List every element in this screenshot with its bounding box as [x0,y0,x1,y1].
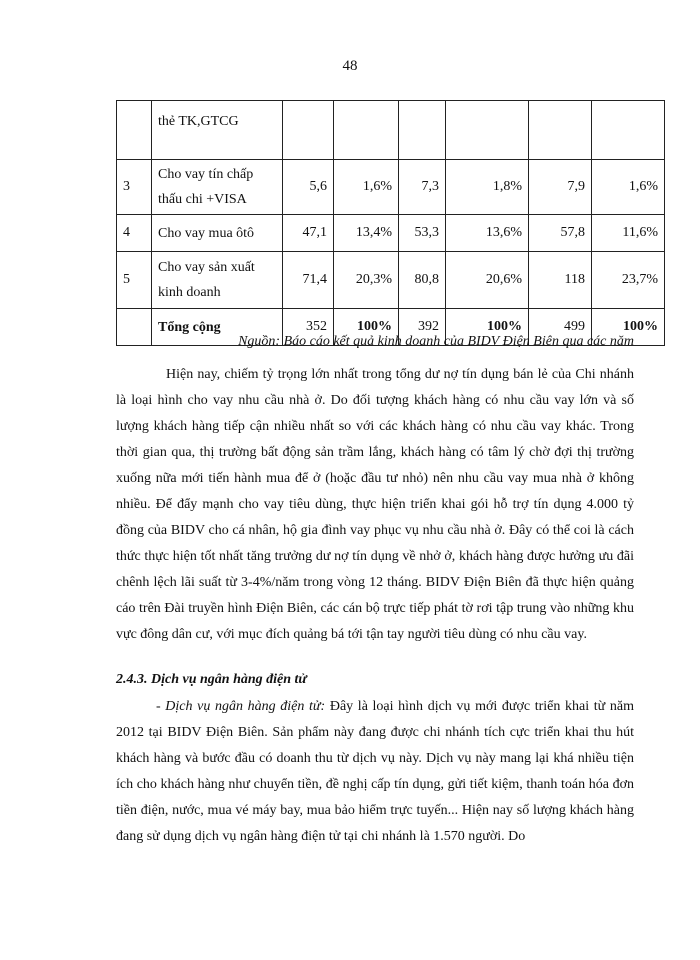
percent-cell [592,101,665,160]
value-cell: 57,8 [529,215,592,252]
row-name: Cho vay mua ôtô [152,215,283,252]
value-cell: 53,3 [399,215,446,252]
row-index: 3 [117,160,152,215]
value-cell: 392 [399,309,446,346]
percent-cell: 20,3% [334,252,399,309]
page-number: 48 [342,58,358,74]
percent-cell: 20,6% [446,252,529,309]
section-heading: 2.4.3. Dịch vụ ngân hàng điện tử [116,672,307,687]
paragraph-text: Đây là loại hình dịch vụ mới được triển khai từ năm 2012 tại BIDV Điện Biên. Sản phẩm này đang được chi nhánh tích cực triển khai thu hút khách hàng và bước đầu có doanh thu từ dịch vụ này. Dịch vụ này mang lại khá nhiều tiện ích cho khách hàng như chuyển tiền, đề nghị cấp tín dụng, gửi tiết kiệm, thanh toán hóa đơn tiền điện, nước, mua vé máy bay, mua bảo hiểm trực tuyến... Hiện nay số lượng khách hàng đang sử dụng dịch vụ ngân hàng điện tử tại chi nhánh là 1.570 người. Do [116,699,634,844]
percent-cell [446,101,529,160]
percent-cell: 1,8% [446,160,529,215]
value-cell: 7,9 [529,160,592,215]
row-index: 4 [117,215,152,252]
value-cell: 118 [529,252,592,309]
row-index [117,309,152,346]
value-cell: 5,6 [283,160,334,215]
percent-cell: 11,6% [592,215,665,252]
table-row [117,252,665,309]
table-row [117,160,665,215]
percent-cell: 100% [592,309,665,346]
value-cell: 47,1 [283,215,334,252]
percent-cell: 13,4% [334,215,399,252]
paragraph-lead: - Dịch vụ ngân hàng điện tử: [156,699,326,714]
value-cell: 352 [283,309,334,346]
percent-cell: 1,6% [334,160,399,215]
value-cell: 71,4 [283,252,334,309]
value-cell: 7,3 [399,160,446,215]
percent-cell [334,101,399,160]
row-index [117,101,152,160]
value-cell [283,101,334,160]
body-paragraph: Hiện nay, chiếm tỷ trọng lớn nhất trong tổng dư nợ tín dụng bán lẻ của Chi nhánh là loại hình cho vay nhu cầu nhà ở. Do đối tượng khách hàng có nhu cầu vay lớn và số lượng khách hàng tiếp cận nhiều nhất so với các khách hàng có nhu cầu vay khác. Trong thời gian qua, thị trường bất động sản trầm lắng, khách hàng có tâm lý chờ đợi thị trường xuống nữa mới tiến hành mua để ở (hoặc đầu tư nhỏ) nên nhu cầu vay mua nhà ở không nhiều. Để đẩy mạnh cho vay tiêu dùng, thực hiện triển khai gói hỗ trợ tín dụng 4.000 tỷ đồng của BIDV cho cá nhân, hộ gia đình vay phục vụ nhu cầu nhà ở. Đây có thể coi là cách thức thực hiện tốt nhất tăng trưởng dư nợ tín dụng về nhở ở, khách hàng được hưởng ưu đãi chênh lệch lãi suất từ 3-4%/năm trong vòng 12 tháng. BIDV Điện Biên đã thực hiện quảng cáo trên Đài truyền hình Điện Biên, các cán bộ trực tiếp phát tờ rơi tập trung vào những khu vực đông dân cư, với mục đích quảng bá tới tận tay người tiêu dùng có nhu cầu vay. [116,367,634,642]
row-name: Cho vay tín chấp thấu chi +VISA [152,160,283,215]
loan-structure-table [116,100,665,346]
value-cell [529,101,592,160]
percent-cell: 100% [334,309,399,346]
percent-cell: 100% [446,309,529,346]
row-index: 5 [117,252,152,309]
value-cell: 80,8 [399,252,446,309]
body-paragraph [116,694,634,850]
table-source-note: Nguồn: Báo cáo kết quả kinh doanh của BIDV Điện Biên qua các năm [238,334,634,349]
row-name: Tổng cộng [152,309,283,346]
table-row [117,101,665,160]
value-cell: 499 [529,309,592,346]
row-name: Cho vay sản xuất kinh doanh [152,252,283,309]
percent-cell: 1,6% [592,160,665,215]
percent-cell: 23,7% [592,252,665,309]
value-cell [399,101,446,160]
table-row [117,215,665,252]
row-name: thẻ TK,GTCG [152,101,283,160]
percent-cell: 13,6% [446,215,529,252]
